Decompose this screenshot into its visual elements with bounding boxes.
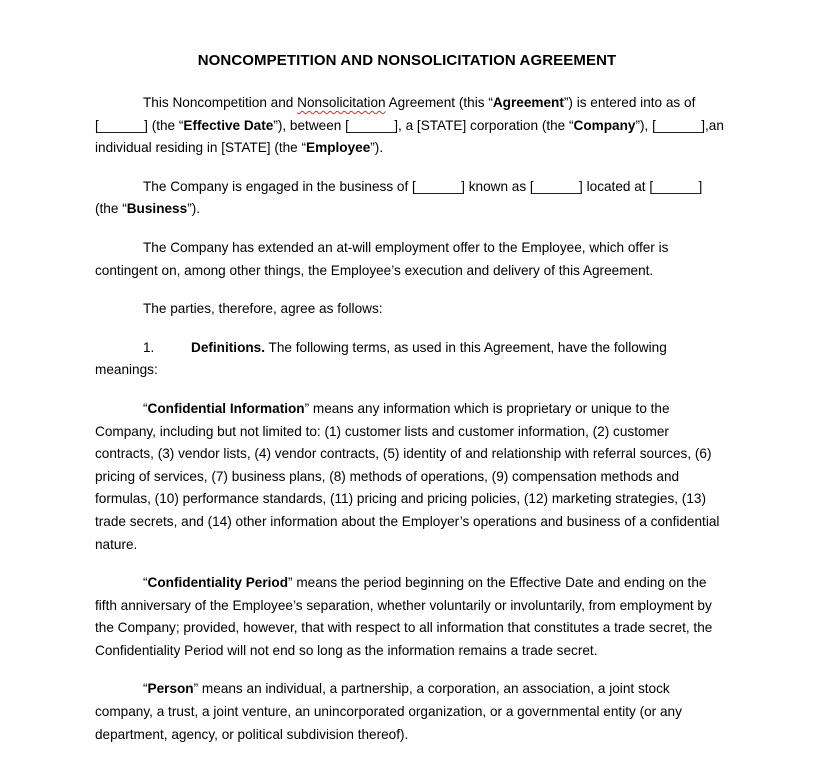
spellcheck-word: Nonsolicitation <box>297 95 386 110</box>
parties-paragraph: The parties, therefore, agree as follows: <box>143 301 383 317</box>
definition-confidential-information <box>95 398 725 556</box>
term-company: Company <box>573 117 636 133</box>
business-text-1: The Company is engaged in the business of [______] known as [______] located at [______] (the “ <box>95 178 703 217</box>
section-1-paragraph <box>95 337 725 382</box>
definition-confidentiality-period <box>95 572 725 662</box>
definition-person <box>95 678 725 746</box>
definition-text: ” means any information which is proprietary or unique to the Company, including but not limited to: (1) customer lists and customer information, (2) customer contracts, (3) vendor lists, (4) vendor contracts, (5) identity of and relationship with referral sources, (6) pricing of services, (7) business plans, (8) methods of operations, (9) compensation methods and formulas, (10) performance standards, (11) pricing and pricing policies, (12) marketing strategies, (13) trade secrets, and (14) other information about the Employer’s operations and business of a confidential nature. <box>95 400 720 552</box>
intro-paragraph <box>95 92 725 160</box>
business-paragraph <box>95 176 725 221</box>
business-text-2: ”). <box>187 201 201 217</box>
intro-text-4: ”), between [______], a [STATE] corporation (the “ <box>273 117 574 133</box>
offer-paragraph: The Company has extended an at-will employment offer to the Employee, which offer is contingent on, among other things, the Employee’s execution and delivery of this Agreement. <box>95 239 669 278</box>
intro-text-3: ”) is entered into as of [______] (the “ <box>95 95 696 133</box>
defined-term: Confidential Information <box>147 400 305 416</box>
term-agreement: Agreement <box>492 95 564 110</box>
open-quote: “ <box>143 681 148 697</box>
intro-text-5: ”), [______],an individual residing in [STATE] (the “ <box>95 117 724 156</box>
open-quote: “ <box>143 400 148 416</box>
definition-text: ” means the period beginning on the Effective Date and ending on the fifth anniversary of the Employee’s separation, whether voluntarily or involuntarily, from employment by the Company; provided, however, that with respect to all information that constitutes a trade secret, the Confidentiality Period will not end so long as the information remains a trade secret. <box>95 575 713 658</box>
term-business: Business <box>126 201 188 217</box>
intro-text-2: Agreement (this “ <box>385 95 493 110</box>
intro-text-1: This Noncompetition and <box>143 95 298 110</box>
section-text: The following terms, as used in this Agreement, have the following meanings: <box>95 339 667 378</box>
document-title: NONCOMPETITION AND NONSOLICITATION AGREEMENT <box>197 52 617 69</box>
defined-term: Person <box>147 681 194 697</box>
open-quote: “ <box>143 575 148 591</box>
defined-term: Confidentiality Period <box>147 575 289 591</box>
section-number: 1. <box>143 339 155 355</box>
document-body <box>95 92 725 762</box>
term-employee: Employee <box>306 140 371 156</box>
definition-text: ” means an individual, a partnership, a corporation, an association, a joint stock company, a trust, a joint venture, an unincorporated organization, or a governmental entity (or any department, agency, or political subdivision thereof). <box>95 681 682 742</box>
section-heading: Definitions. <box>191 339 266 355</box>
term-effective-date: Effective Date <box>183 117 274 133</box>
intro-text-6: ”). <box>370 140 384 156</box>
